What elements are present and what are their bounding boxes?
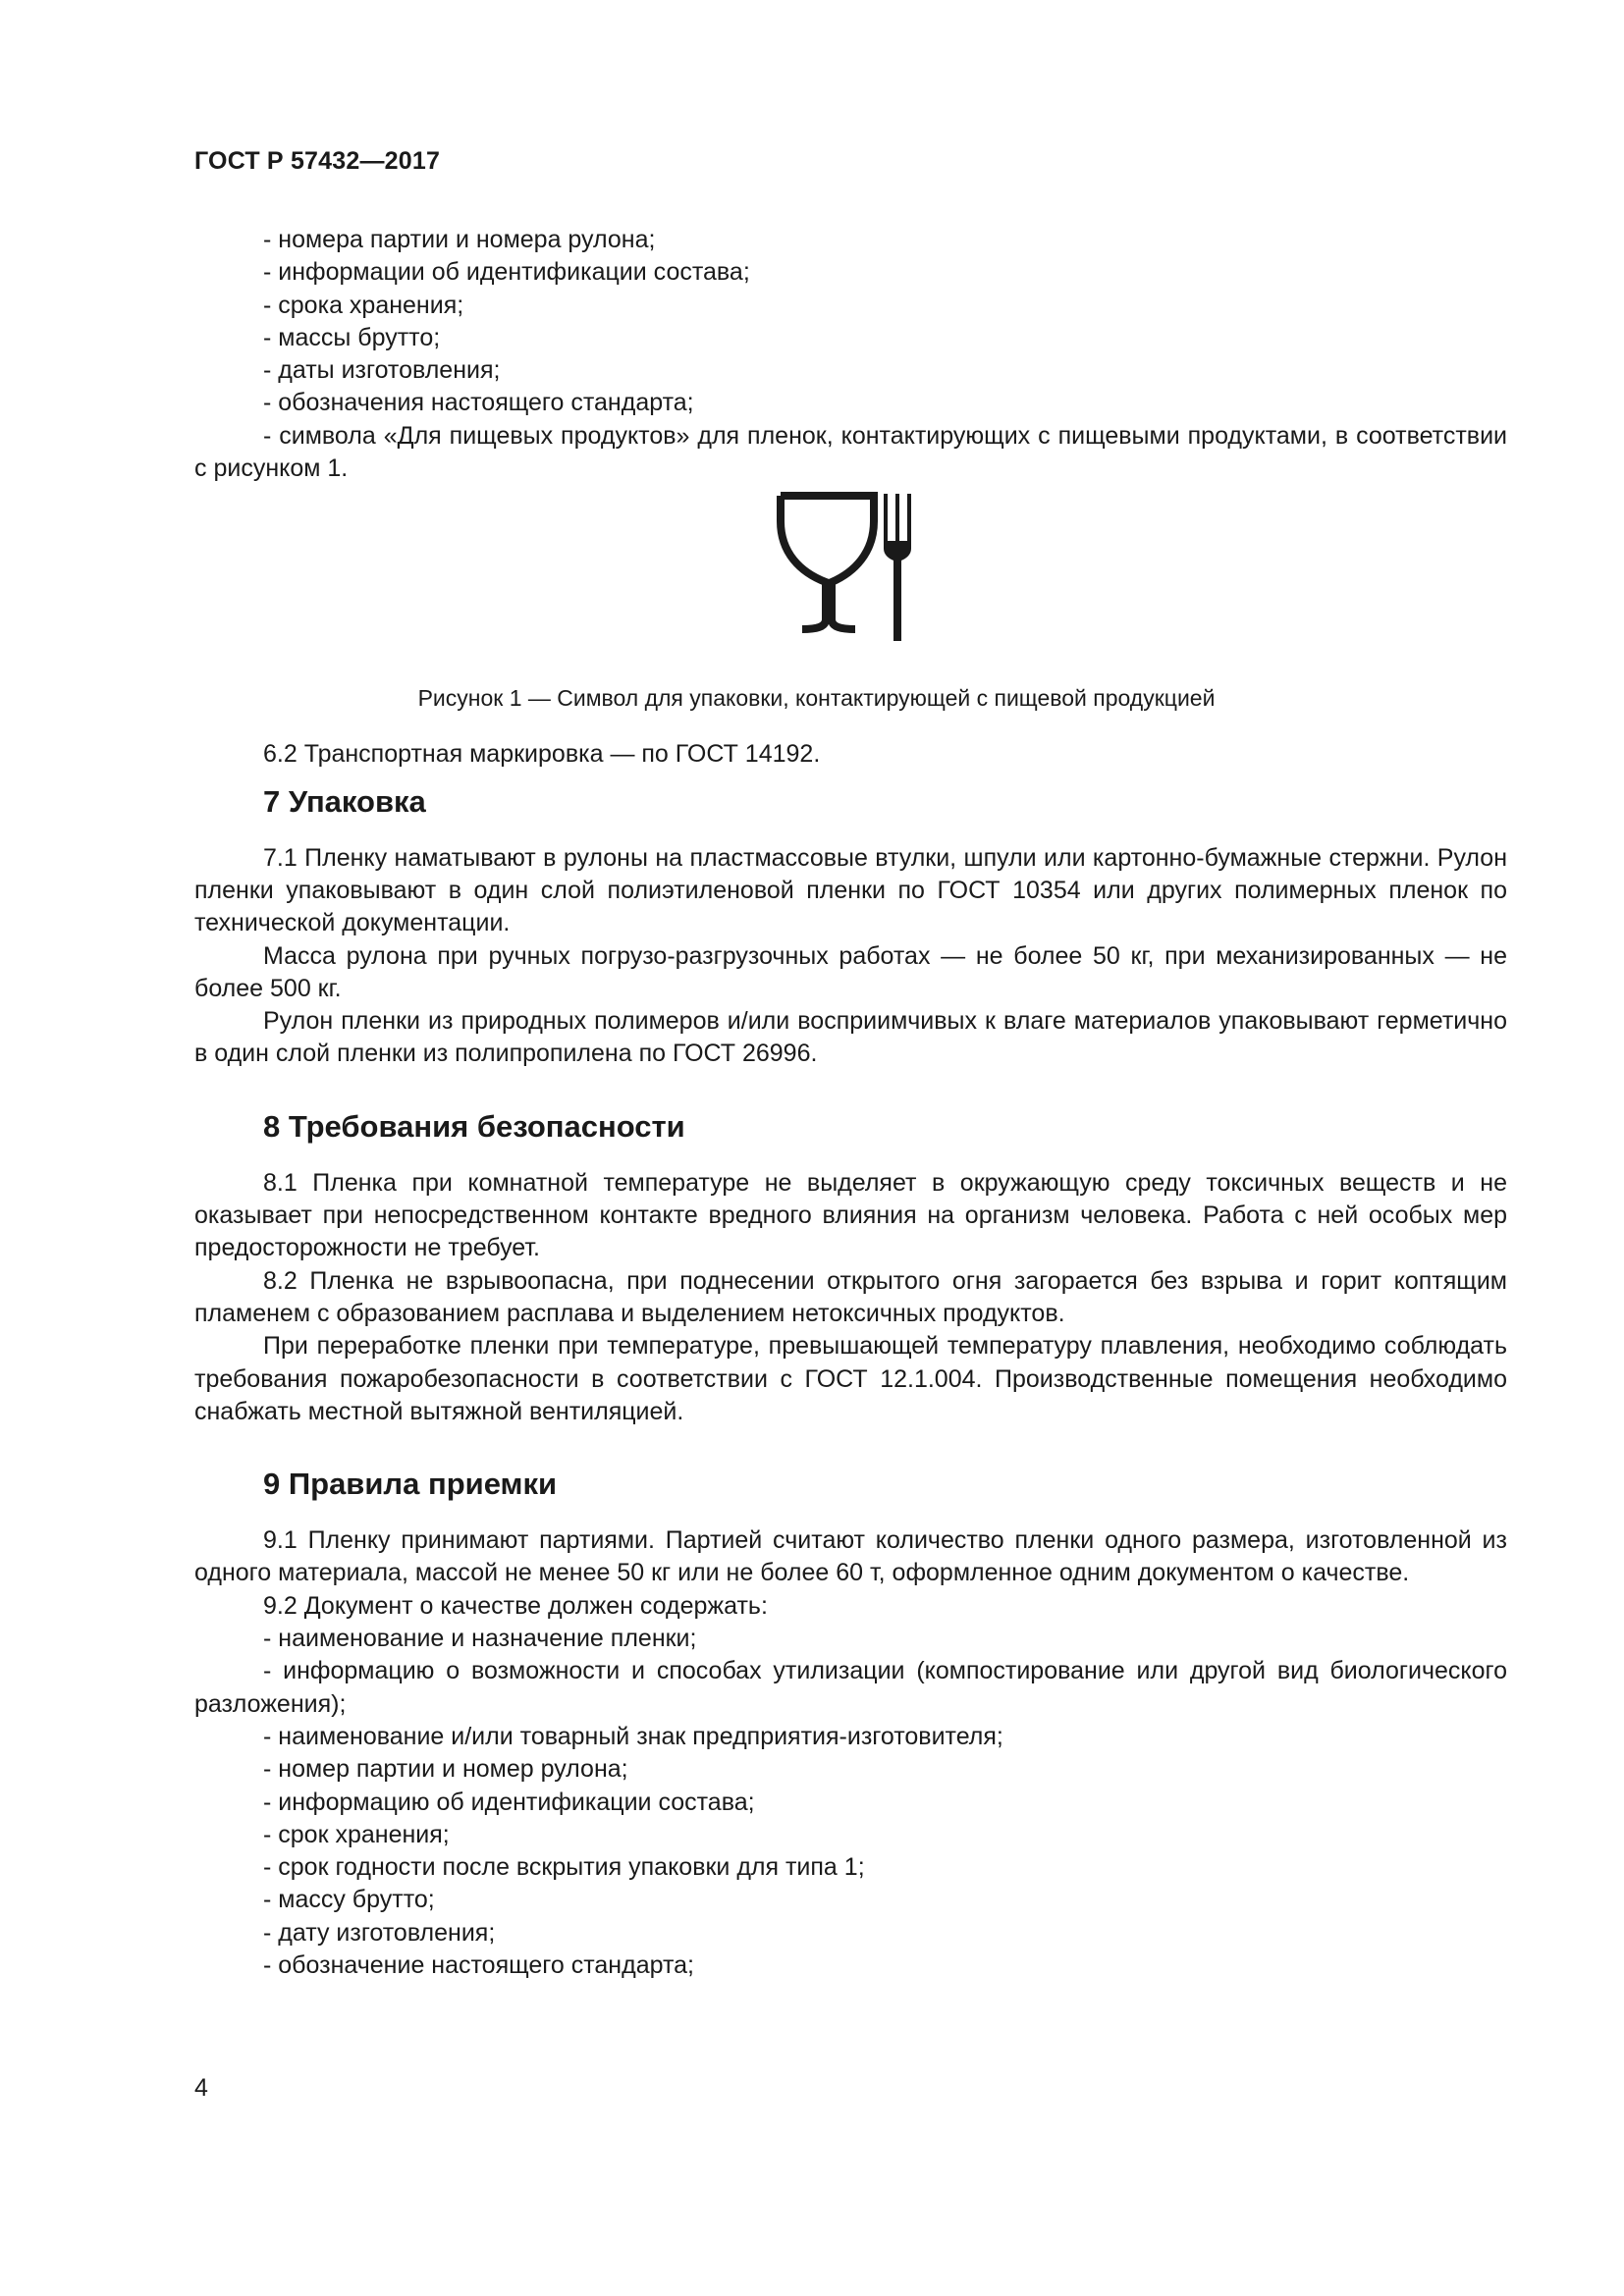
list-item: - массы брутто; [263,323,441,351]
list-item: - даты изготовления; [263,356,501,385]
list-item: - обозначения настоящего стандарта; [263,389,694,417]
list-item: - информацию о возможности и способах утилизации (компостирование или другой вид биологического разложения); [194,1657,1507,1718]
section-9-title: 9 Правила приемки [263,1467,558,1502]
list-item: - наименование и/или товарный знак предприятия-изготовителя; [263,1722,1003,1750]
list-item: - наименование и назначение пленки; [263,1625,697,1653]
paragraph: 7.1 Пленку наматывают в рулоны на пластмассовые втулки, шпули или картонно-бумажные стержни. Рулон пленки упаковывают в один слой полиэтиленовой пленки по ГОСТ 10354 или других полимерных пленок по технической документации. [194,843,1507,937]
list-item: - дату изготовления; [263,1918,496,1947]
section-7-title: 7 Упаковка [263,783,426,819]
list-item: - информацию об идентификации состава; [263,1788,755,1816]
page-content [194,224,1507,1982]
section-8-title: 8 Требования безопасности [263,1108,685,1144]
list-item: - информации об идентификации состава; [263,258,750,287]
paragraph-9-2: 9.2 Документ о качестве должен содержать: [263,1591,768,1620]
paragraph-6-2: 6.2 Транспортная маркировка — по ГОСТ 14192. [263,740,821,769]
figure-1 [194,492,1507,690]
paragraph: Масса рулона при ручных погрузо-разгрузочных работах — не более 50 кг, при механизированных — не более 500 кг. [194,941,1507,1002]
list-item: - номер партии и номер рулона; [263,1755,628,1784]
list-item: - срока хранения; [263,291,464,319]
list-item: - срок годности после вскрытия упаковки для типа 1; [263,1853,865,1882]
list-item: - обозначение настоящего стандарта; [263,1950,694,1979]
paragraph-9-1: 9.1 Пленку принимают партиями. Партией считают количество пленки одного размера, изготовленной из одного материала, массой не менее 50 кг или не более 60 т, оформленное одним документом о качестве. [194,1526,1507,1587]
document-code-header: ГОСТ Р 57432—2017 [194,147,441,175]
paragraph: При переработке пленки при температуре, превышающей температуру плавления, необходимо соблюдать требования пожаробезопасности в соответствии с ГОСТ 12.1.004. Производственные помещения необходимо снабжать местной вытяжной вентиляцией. [194,1332,1507,1425]
page-number: 4 [194,2074,208,2102]
list-item: - массу брутто; [263,1886,435,1914]
list-item: - номера партии и номера рулона; [263,226,656,253]
paragraph: 8.2 Пленка не взрывоопасна, при поднесении открытого огня загорается без взрыва и горит коптящим пламенем с образованием расплава и выделением нетоксичных продуктов. [194,1266,1507,1327]
list-item-symbol: - символа «Для пищевых продуктов» для пленок, контактирующих с пищевыми продуктами, в соответствии с рисунком 1. [194,421,1507,483]
paragraph: 8.1 Пленка при комнатной температуре не выделяет в окружающую среду токсичных веществ и не оказывает при непосредственном контакте вредного влияния на организм человека. Работа с ней особых мер предосторожности не требует. [194,1168,1507,1262]
paragraph: Рулон пленки из природных полимеров и/или восприимчивых к влаге материалов упаковывают герметично в один слой пленки из полипропилена по ГОСТ 26996. [194,1007,1507,1068]
list-item: - срок хранения; [263,1820,450,1848]
figure-caption: Рисунок 1 — Символ для упаковки, контактирующей с пищевой продукцией [417,685,1216,712]
glass-fork-food-symbol-icon [777,492,924,641]
